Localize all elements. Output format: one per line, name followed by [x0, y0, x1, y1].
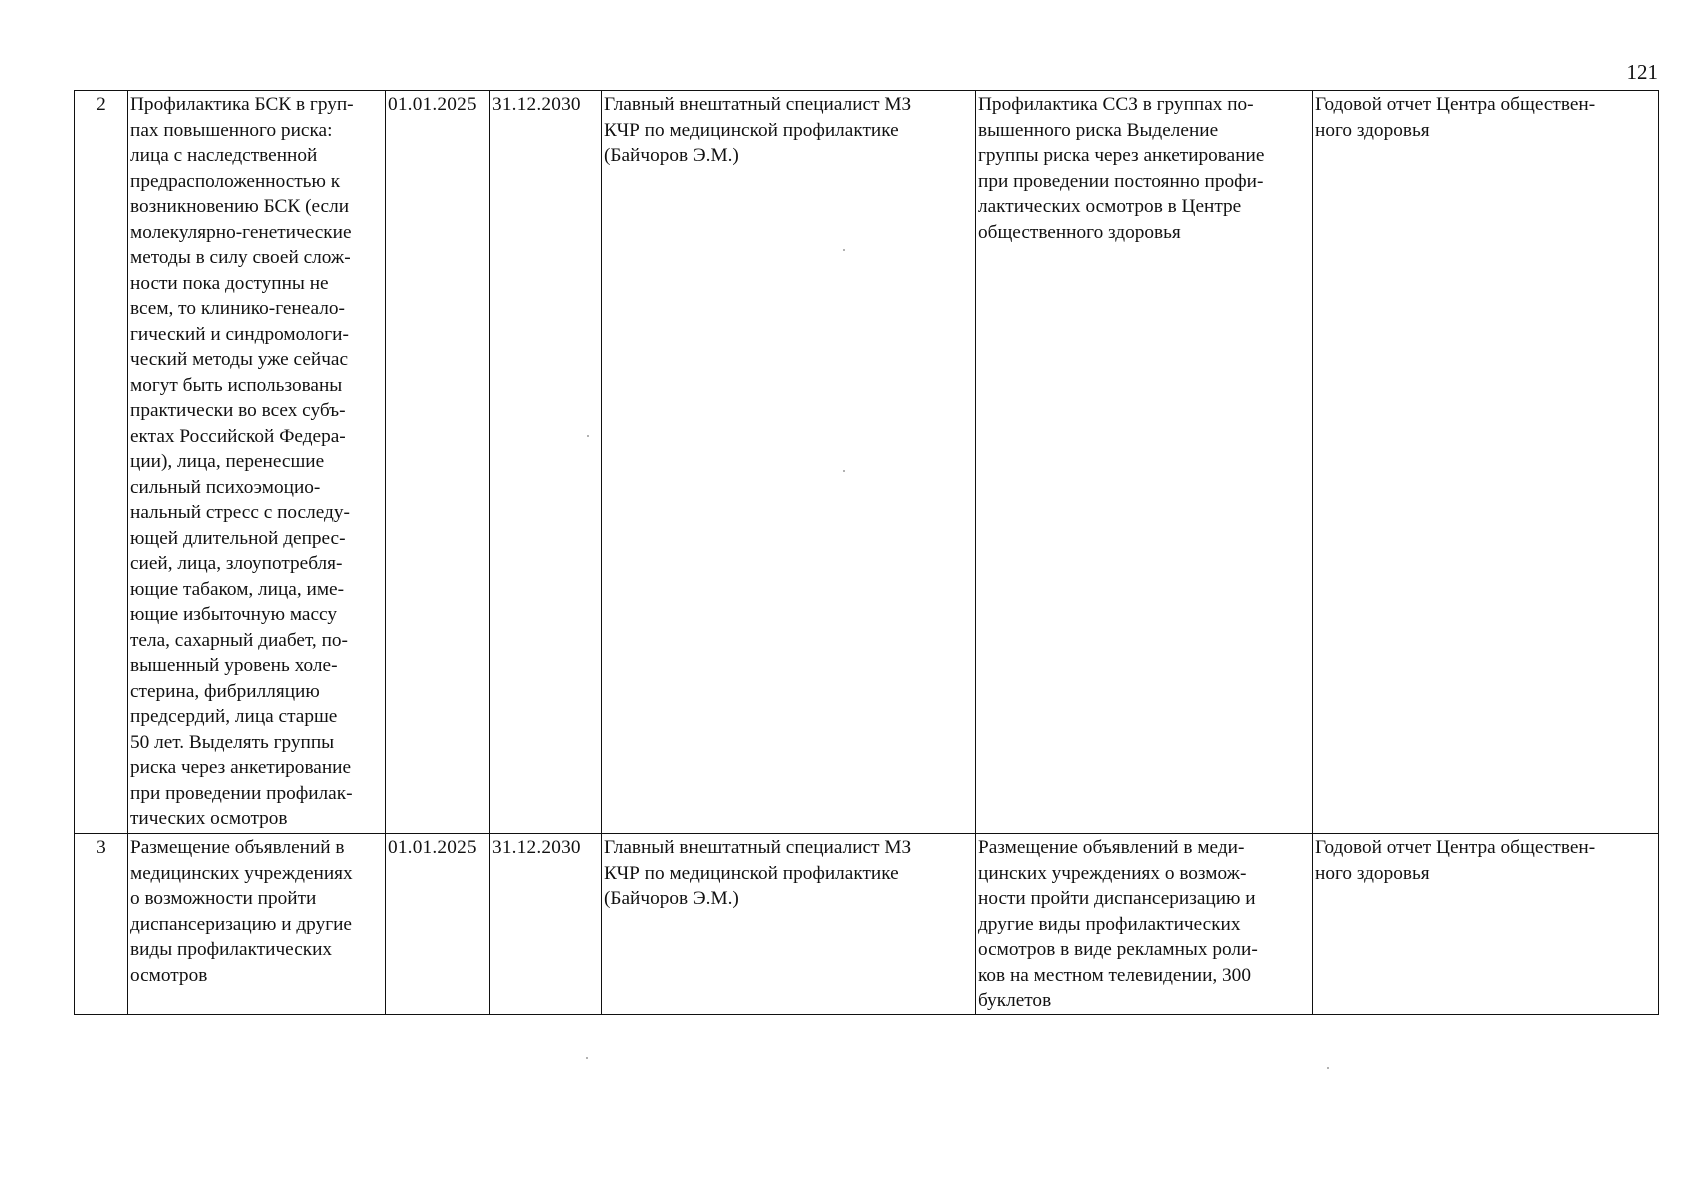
end-date-cell: 31.12.2030 [490, 834, 602, 1015]
start-date-cell: 01.01.2025 [386, 834, 490, 1015]
responsible-cell: Главный внештатный специалист МЗ КЧР по медицинской профилактике (Байчоров Э.М.) [602, 834, 976, 1015]
start-date-cell: 01.01.2025 [386, 91, 490, 834]
report-cell: Годовой отчет Центра обществен- ного здоровья [1313, 91, 1659, 834]
report-cell: Годовой отчет Центра обществен- ного здоровья [1313, 834, 1659, 1015]
measures-table [74, 90, 1659, 1015]
measure-cell: Профилактика БСК в груп- пах повышенного риска: лица с наследственной предрасположенностью к возникновению БСК (если молекулярно-генетические методы в силу своей слож- ности пока доступны не всем, то клинико-генеало- гический и синдромологи- ческий методы уже сейчас могут быть использованы практически во всех субъ- ектах Российской Федера- ции), лица, перенесшие сильный психоэмоцио- нальный стресс с последу- ющей длительной депрес- сией, лица, злоупотребля- ющие табаком, лица, име- ющие избыточную массу тела, сахарный диабет, по- вышенный уровень холе- стерина, фибрилляцию предсердий, лица старше 50 лет. Выделять группы риска через анкетирование при проведении профилак- тических осмотров [128, 91, 386, 834]
row-number-cell: 2 [75, 91, 128, 834]
end-date-cell: 31.12.2030 [490, 91, 602, 834]
table-row [75, 834, 1659, 1015]
scan-speck [843, 470, 845, 472]
measure-cell: Размещение объявлений в медицинских учреждениях о возможности пройти диспансеризацию и другие виды профилактических осмотров [128, 834, 386, 1015]
responsible-cell: Главный внештатный специалист МЗ КЧР по медицинской профилактике (Байчоров Э.М.) [602, 91, 976, 834]
scan-speck [587, 435, 589, 437]
page-number: 121 [1626, 60, 1658, 84]
result-cell: Профилактика ССЗ в группах по- вышенного риска Выделение группы риска через анкетирование при проведении постоянно профи- лактических осмотров в Центре общественного здоровья [976, 91, 1313, 834]
result-cell: Размещение объявлений в меди- цинских учреждениях о возмож- ности пройти диспансеризацию и другие виды профилактических осмотров в виде рекламных роли- ков на местном телевидении, 300 буклетов [976, 834, 1313, 1015]
row-number-cell: 3 [75, 834, 128, 1015]
scan-speck [1327, 1067, 1329, 1069]
scan-speck [843, 249, 845, 251]
scan-speck [586, 1057, 588, 1059]
table-row [75, 91, 1659, 834]
